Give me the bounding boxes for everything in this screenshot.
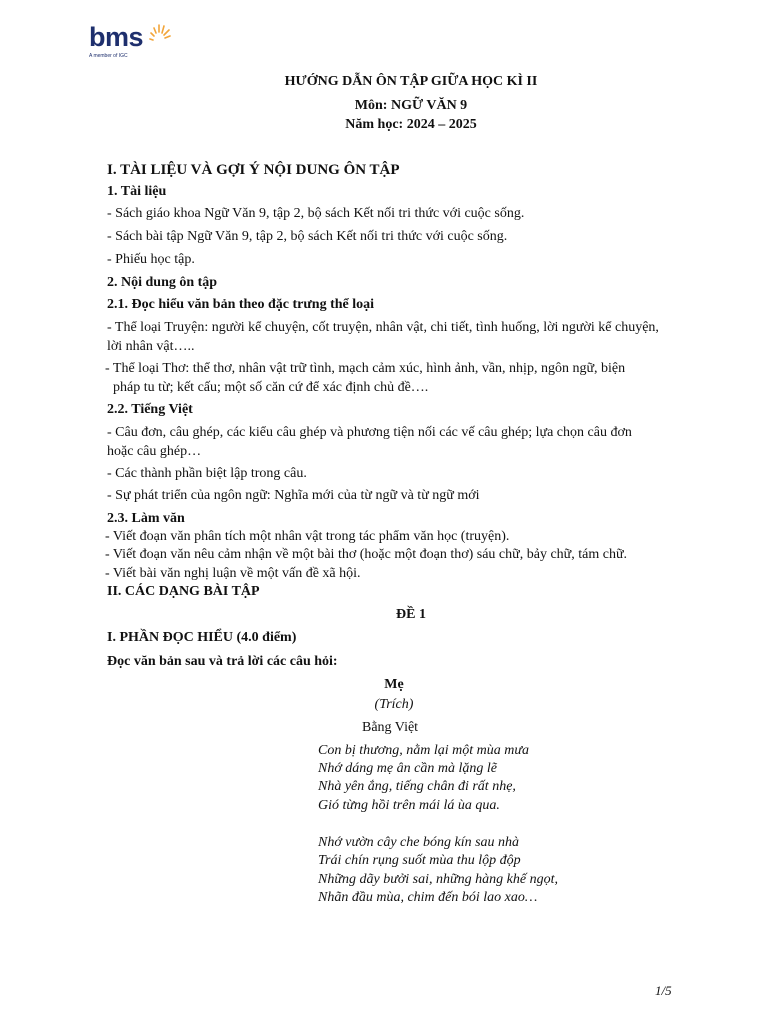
subject-line: Môn: NGỮ VĂN 9: [354, 98, 468, 113]
poem-author: Bằng Việt: [362, 720, 419, 735]
writing-item: - Viết bài văn nghị luận về một vấn đề xã hội.: [105, 566, 361, 581]
school-year-line: Năm học: 2024 – 2025: [345, 117, 477, 132]
page-number: 1/5: [655, 983, 672, 998]
vietnamese-item: - Câu đơn, câu ghép, các kiểu câu ghép và phương tiện nối các vế câu ghép; lựa chọn câu đơn: [107, 425, 632, 440]
materials-heading: 1. Tài liệu: [107, 184, 167, 199]
part-1-heading: I. PHẦN ĐỌC HIỂU (4.0 điểm): [107, 630, 297, 645]
poem-line: Những dãy bưởi sai, những hàng khế ngọt,: [318, 872, 558, 887]
poem-line: Trái chín rụng suốt mùa thu lộp độp: [318, 853, 521, 868]
material-item: - Phiếu học tập.: [107, 252, 195, 267]
reading-instruction: Đọc văn bản sau và trả lời các câu hỏi:: [107, 654, 338, 669]
content-heading: 2. Nội dung ôn tập: [107, 275, 218, 290]
poem-excerpt-note: (Trích): [374, 697, 414, 712]
poem-line: Gió từng hồi trên mái lá ùa qua.: [318, 798, 500, 813]
vietnamese-item: hoặc câu ghép…: [107, 444, 202, 459]
section-2-heading: II. CÁC DẠNG BÀI TẬP: [107, 584, 260, 599]
reading-story-line: - Thể loại Truyện: người kể chuyện, cốt truyện, nhân vật, chi tiết, tình huống, lời người kể chuyện,: [107, 320, 659, 335]
poem-title: Mẹ: [384, 677, 404, 692]
poem-line: Nhớ vườn cây che bóng kín sau nhà: [318, 835, 520, 850]
material-item: - Sách giáo khoa Ngữ Văn 9, tập 2, bộ sách Kết nối tri thức với cuộc sống.: [107, 206, 525, 221]
reading-poem-line: pháp tu từ; kết cấu; một số căn cứ để xác định chủ đề….: [113, 380, 429, 395]
vietnamese-item: - Các thành phần biệt lập trong câu.: [107, 466, 307, 481]
vietnamese-heading: 2.2. Tiếng Việt: [107, 402, 193, 417]
material-item: - Sách bài tập Ngữ Văn 9, tập 2, bộ sách Kết nối tri thức với cuộc sống.: [107, 229, 508, 244]
reading-poem-line: - Thể loại Thơ: thể thơ, nhân vật trữ tình, mạch cảm xúc, hình ảnh, vần, nhịp, ngôn ngữ, biện: [105, 361, 626, 376]
writing-item: - Viết đoạn văn phân tích một nhân vật trong tác phẩm văn học (truyện).: [105, 529, 510, 544]
document-title: HƯỚNG DẪN ÔN TẬP GIỮA HỌC KÌ II: [284, 74, 538, 89]
logo-wordmark: bms: [89, 22, 144, 52]
logo-tagline: A member of IGC: [89, 53, 128, 59]
section-1-heading: I. TÀI LIỆU VÀ GỢI Ý NỘI DUNG ÔN TẬP: [107, 162, 400, 178]
reading-story-line: lời nhân vật…..: [107, 339, 195, 354]
poem-line: Nhớ dáng mẹ ân cần mà lặng lẽ: [318, 761, 497, 776]
poem-line: Nhà yên ắng, tiếng chân đi rất nhẹ,: [318, 779, 516, 794]
reading-heading: 2.1. Đọc hiểu văn bản theo đặc trưng thể loại: [107, 297, 375, 312]
exam-title: ĐỀ 1: [396, 607, 426, 622]
writing-item: - Viết đoạn văn nêu cảm nhận về một bài thơ (hoặc một đoạn thơ) sáu chữ, bảy chữ, tám chữ.: [105, 547, 628, 562]
vietnamese-item: - Sự phát triển của ngôn ngữ: Nghĩa mới của từ ngữ và từ ngữ mới: [107, 488, 480, 503]
writing-heading: 2.3. Làm văn: [107, 511, 185, 526]
poem-line: Con bị thương, nằm lại một mùa mưa: [318, 743, 529, 758]
poem-line: Nhãn đầu mùa, chim đến bói lao xao…: [318, 890, 538, 905]
